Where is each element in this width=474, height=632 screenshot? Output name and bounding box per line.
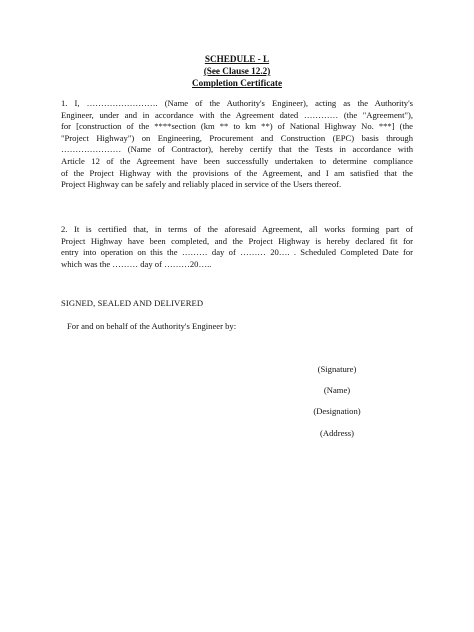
paragraph-2 [61, 224, 413, 270]
paragraph-1-line: ………………… (Name of Contractor), hereby certify that the Tests in accordance with [61, 144, 413, 155]
paragraph-2-line: which was the ……… day of ………20….. [61, 258, 212, 269]
address-label: (Address) [320, 428, 354, 438]
name-label: (Name) [323, 385, 351, 395]
paragraph-1-line: Article 12 of the Agreement have been successfully undertaken to determine compliance [61, 155, 413, 166]
paragraph-1-line: 1. I, ……………………. (Name of the Authority's Engineer), acting as the Authority's [61, 98, 413, 108]
paragraph-1-line: "Project Highway") on Engineering, Procurement and Construction (EPC) basis through [61, 132, 413, 143]
designation-label: (Designation) [313, 406, 361, 416]
paragraph-2-line: entry into operation on this the ……… day of ……… 20…. . Scheduled Completed Date for [61, 247, 413, 258]
paragraph-1-line: for [construction of the ****section (km ** to km **) of National Highway No. ***] (the [61, 121, 413, 132]
signature-label: (Signature) [317, 364, 357, 374]
paragraph-2-line: 2. It is certified that, in terms of the aforesaid Agreement, all works forming part of [61, 224, 413, 234]
signed-sealed-delivered: SIGNED, SEALED AND DELIVERED [61, 298, 204, 308]
paragraph-1-line: Project Highway can be safely and reliably placed in service of the Users thereof. [61, 179, 342, 190]
certificate-title: Completion Certificate [191, 78, 283, 88]
paragraph-1-line: of the Project Highway with the provisions of the Agreement, and I am satisfied that the [61, 167, 413, 178]
schedule-title: SCHEDULE - L [204, 54, 270, 64]
paragraph-1-line: Engineer, under and in accordance with the Agreement dated ………… (the "Agreement"), [61, 109, 413, 120]
on-behalf-line: For and on behalf of the Authority's Engineer by: [67, 321, 237, 331]
clause-reference: (See Clause 12.2) [203, 66, 271, 76]
paragraph-1 [61, 98, 413, 191]
paragraph-2-line: Project Highway have been completed, and the Project Highway is hereby declared fit for [61, 235, 413, 246]
